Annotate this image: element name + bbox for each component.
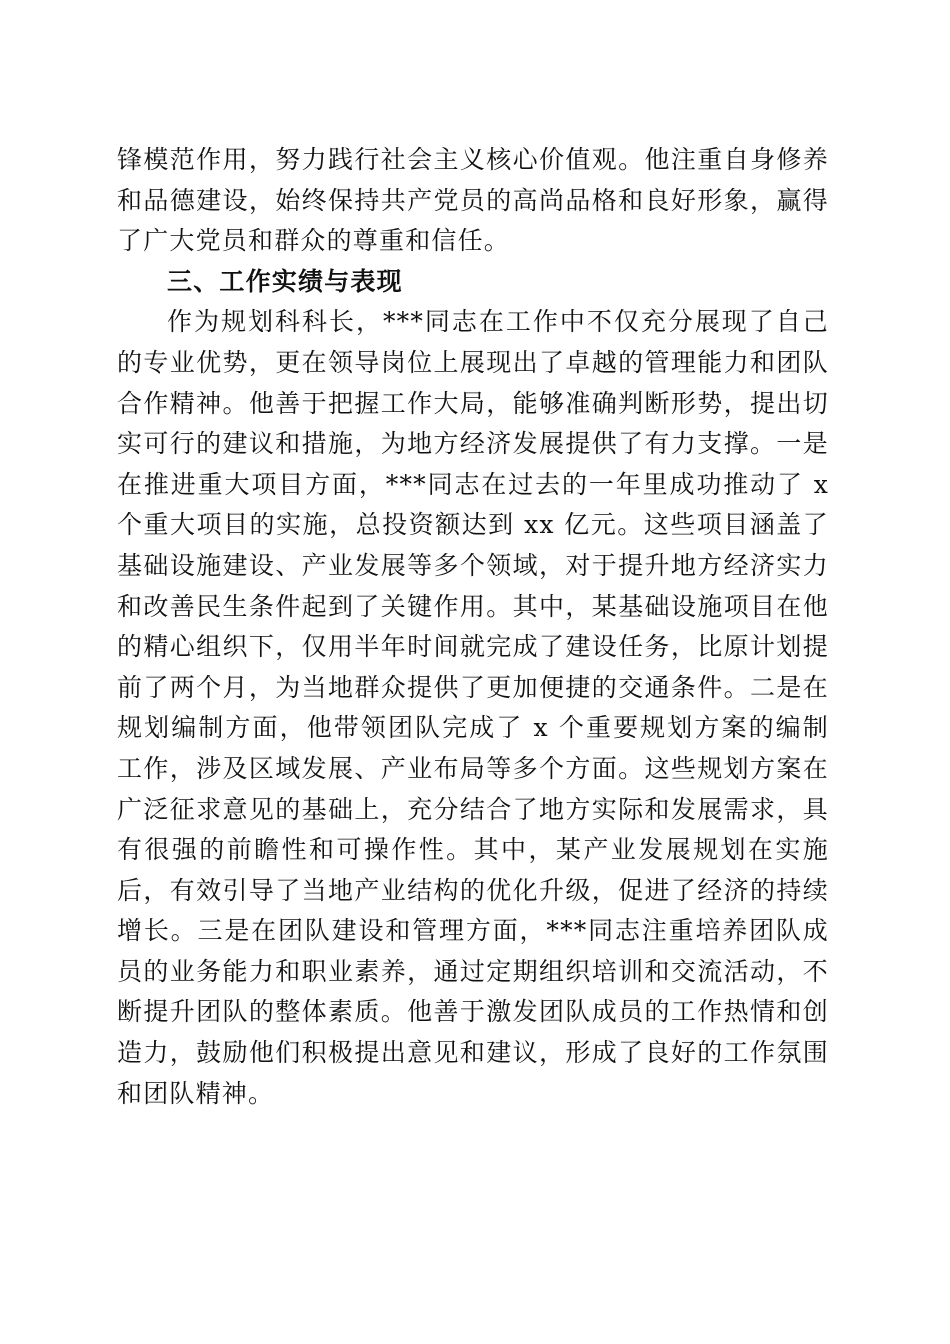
work-performance-paragraph: 作为规划科科长，***同志在工作中不仅充分展现了自己的专业优势，更在领导岗位上展现出了卓越的管理能力和团队合作精神。他善于把握工作大局，能够准确判断形势，提出切实可行的建议和措施，为地方经济发展提供了有力支撑。一是在推进重大项目方面，***同志在过去的一年里成功推动了 x 个重大项目的实施，总投资额达到 xx 亿元。这些项目涵盖了基础设施建设、产业发展等多个领域，对于提升地方经济实力和改善民生条件起到了关键作用。其中，某基础设施项目在他的精心组织下，仅用半年时间就完成了建设任务，比原计划提前了两个月，为当地群众提供了更加便捷的交通条件。二是在规划编制方面，他带领团队完成了 x 个重要规划方案的编制工作，涉及区域发展、产业布局等多个方面。这些规划方案在广泛征求意见的基础上，充分结合了地方实际和发展需求，具有很强的前瞻性和可操作性。其中，某产业发展规划在实施后，有效引导了当地产业结构的优化升级，促进了经济的持续增长。三是在团队建设和管理方面，***同志注重培养团队成员的业务能力和职业素养，通过定期组织培训和交流活动，不断提升团队的整体素质。他善于激发团队成员的工作热情和创造力，鼓励他们积极提出意见和建议，形成了良好的工作氛围和团队精神。 [117, 307, 829, 1108]
continued-paragraph: 锋模范作用，努力践行社会主义核心价值观。他注重自身修养和品德建设，始终保持共产党员的高尚品格和良好形象，赢得了广大党员和群众的尊重和信任。 [117, 145, 829, 256]
section-heading: 三、工作实绩与表现 [167, 266, 403, 296]
document-body [117, 140, 829, 1114]
